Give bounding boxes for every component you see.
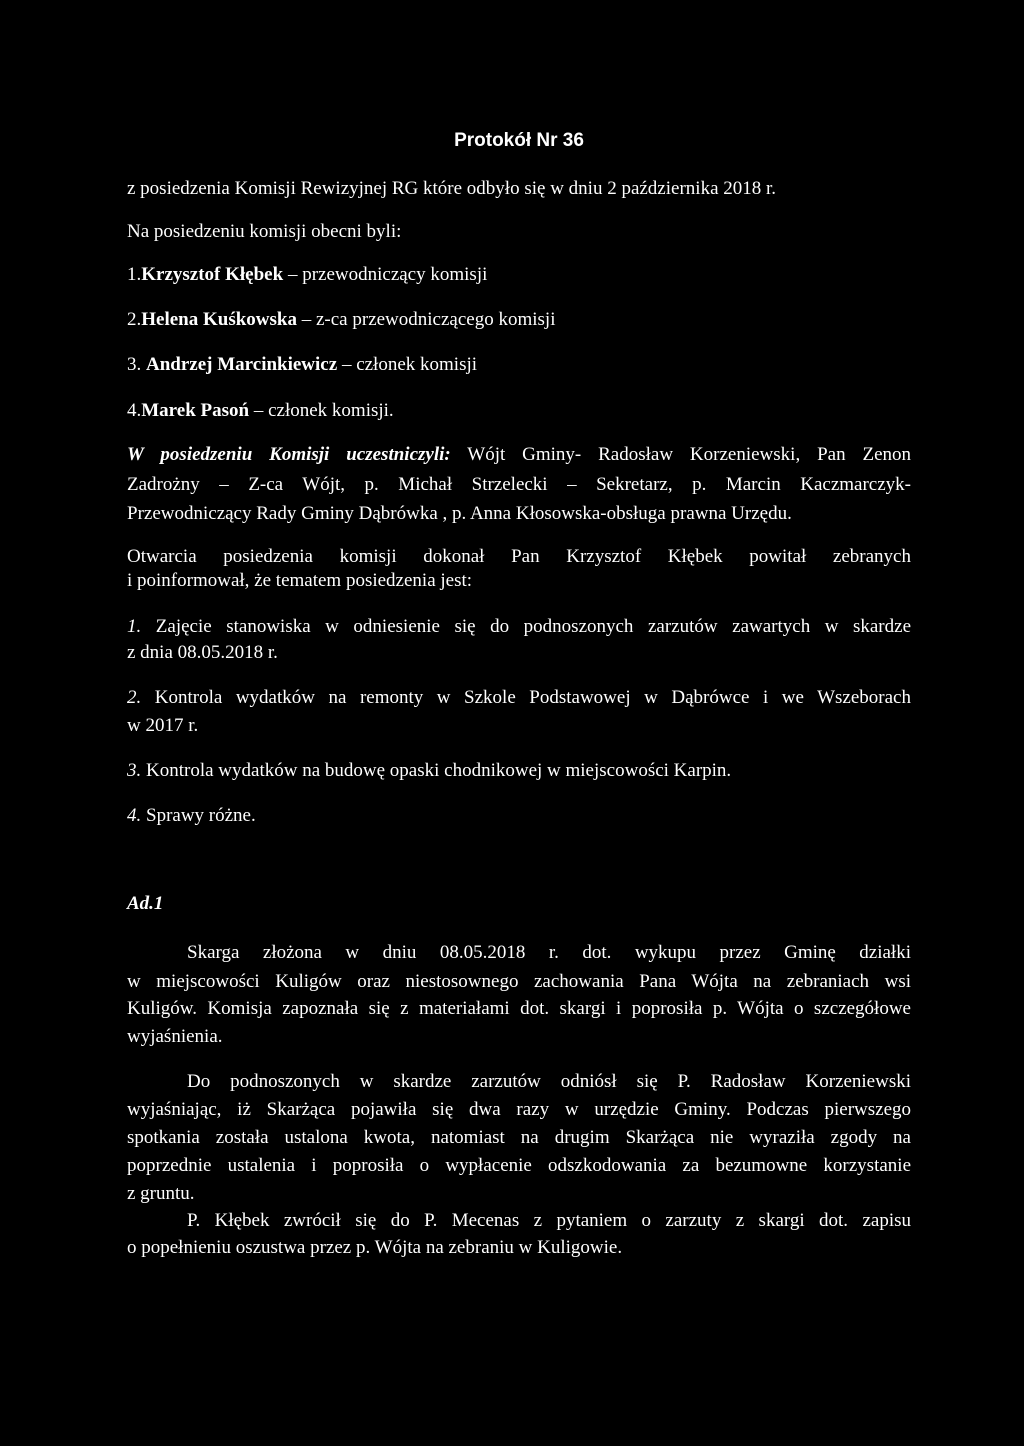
paragraph-line: Skarga złożona w dniu 08.05.2018 r. dot. wykupu przez Gminę działki bbox=[187, 942, 911, 963]
agenda-item-continuation: z dnia 08.05.2018 r. bbox=[127, 642, 278, 663]
document-subtitle: z posiedzenia Komisji Rewizyjnej RG które odbyło się w dniu 2 października 2018 r. bbox=[127, 178, 777, 199]
member-prefix: 4. bbox=[127, 400, 142, 421]
participants-label: W posiedzeniu Komisji uczestniczyli: bbox=[127, 444, 451, 465]
paragraph-line: z gruntu. bbox=[127, 1183, 195, 1204]
paragraph-line: poprzednie ustalenia i poprosiła o wypłacenie odszkodowania za bezumowne korzystanie bbox=[127, 1155, 911, 1176]
agenda-item bbox=[127, 760, 731, 782]
member-name: Krzysztof Kłębek bbox=[141, 264, 284, 285]
member-role: – członek komisji. bbox=[249, 400, 394, 421]
attendance-header: Na posiedzeniu komisji obecni byli: bbox=[127, 221, 402, 242]
agenda-number: 1. bbox=[127, 616, 142, 637]
member-item bbox=[127, 264, 487, 286]
agenda-item bbox=[127, 687, 911, 709]
participants-text: Wójt Gminy- Radosław Korzeniewski, Pan Zenon bbox=[450, 444, 911, 465]
paragraph-line: Kuligów. Komisja zapoznała się z materiałami dot. skargi i poprosiła p. Wójta o szczegółowe bbox=[127, 998, 911, 1019]
paragraph-line: o popełnieniu oszustwa przez p. Wójta na zebraniu w Kuligowie. bbox=[127, 1237, 623, 1258]
agenda-item bbox=[127, 616, 911, 638]
paragraph-line: wyjaśnienia. bbox=[127, 1026, 223, 1047]
paragraph-line: Do podnoszonych w skardze zarzutów odniósł się P. Radosław Korzeniewski bbox=[187, 1071, 911, 1092]
member-prefix: 2. bbox=[127, 309, 142, 330]
member-item bbox=[127, 400, 394, 422]
member-name: Helena Kuśkowska bbox=[141, 309, 297, 330]
member-role: – z-ca przewodniczącego komisji bbox=[296, 309, 556, 330]
participants-line bbox=[127, 444, 911, 466]
participants-line: Zadrożny – Z-ca Wójt, p. Michał Strzelecki – Sekretarz, p. Marcin Kaczmarczyk- bbox=[127, 474, 911, 495]
member-prefix: 1. bbox=[127, 264, 142, 285]
agenda-item-continuation: w 2017 r. bbox=[127, 715, 199, 736]
section-heading: Ad.1 bbox=[127, 893, 164, 914]
member-item bbox=[127, 354, 477, 376]
agenda-number: 4. bbox=[127, 805, 142, 826]
agenda-number: 2. bbox=[127, 687, 142, 708]
agenda-number: 3. bbox=[127, 760, 142, 781]
agenda-text: Kontrola wydatków na remonty w Szkole Podstawowej w Dąbrówce i we Wszeborach bbox=[141, 687, 911, 708]
paragraph-line: wyjaśniając, iż Skarżąca pojawiła się dwa razy w urzędzie Gminy. Podczas pierwszego bbox=[127, 1099, 911, 1120]
member-name: Andrzej Marcinkiewicz bbox=[146, 354, 338, 375]
member-role: – przewodniczący komisji bbox=[283, 264, 488, 285]
agenda-text: Zajęcie stanowiska w odniesienie się do podnoszonych zarzutów zawartych w skardze bbox=[141, 616, 911, 637]
member-role: – członek komisji bbox=[337, 354, 478, 375]
paragraph-line: spotkania została ustalona kwota, natomiast na drugim Skarżąca nie wyraziła zgody na bbox=[127, 1127, 911, 1148]
member-name: Marek Pasoń bbox=[141, 400, 250, 421]
member-prefix: 3. bbox=[127, 354, 146, 375]
member-item bbox=[127, 309, 555, 331]
agenda-text: Kontrola wydatków na budowę opaski chodnikowej w miejscowości Karpin. bbox=[141, 760, 732, 781]
opening-line: i poinformował, że tematem posiedzenia jest: bbox=[127, 570, 473, 591]
opening-line: Otwarcia posiedzenia komisji dokonał Pan Krzysztof Kłębek powitał zebranych bbox=[127, 546, 911, 567]
paragraph-line: P. Kłębek zwrócił się do P. Mecenas z pytaniem o zarzuty z skargi dot. zapisu bbox=[187, 1210, 911, 1231]
agenda-item bbox=[127, 805, 256, 827]
page-title: Protokół Nr 36 bbox=[454, 130, 584, 151]
participants-line: Przewodniczący Rady Gminy Dąbrówka , p. Anna Kłosowska-obsługa prawna Urzędu. bbox=[127, 503, 792, 524]
agenda-text: Sprawy różne. bbox=[141, 805, 256, 826]
paragraph-line: w miejscowości Kuligów oraz niestosownego zachowania Pana Wójta na zebraniach wsi bbox=[127, 971, 911, 992]
